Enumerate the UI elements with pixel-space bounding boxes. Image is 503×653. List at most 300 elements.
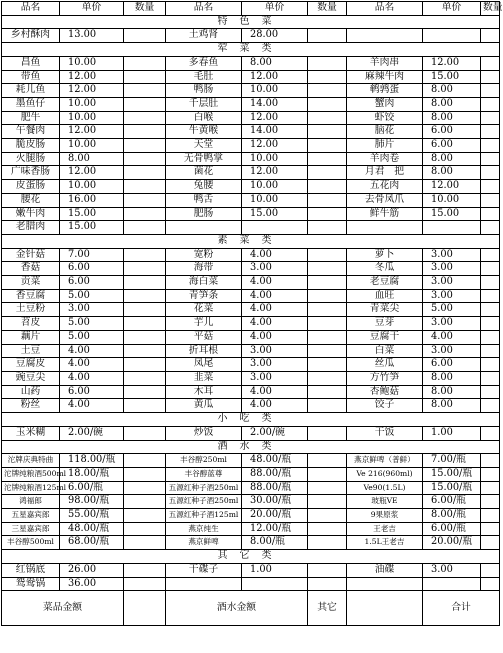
item-price: 7.00 xyxy=(60,248,124,262)
table-row xyxy=(2,317,500,331)
item-price: 30.00/瓶 xyxy=(242,495,308,509)
item-name: 青笋条 xyxy=(166,289,242,303)
item-qty xyxy=(124,207,166,221)
item-qty xyxy=(124,509,166,523)
item-price: 5.00 xyxy=(60,317,124,331)
item-qty xyxy=(124,262,166,276)
item-name: 沱牌纯粮酒125ml xyxy=(2,481,60,495)
item-price: 10.00 xyxy=(60,111,124,125)
item-price: 4.00 xyxy=(242,330,308,344)
item-price: 14.00 xyxy=(242,125,308,139)
item-price: 3.00 xyxy=(423,344,481,358)
item-name: 五源红种子酒250ml xyxy=(166,495,242,509)
item-price: 8.00 xyxy=(423,385,481,399)
item-name: 土豆 xyxy=(2,344,60,358)
item-name: 千层肚 xyxy=(166,97,242,111)
column-header: 品名 xyxy=(166,2,242,16)
item-name: 花菜 xyxy=(166,303,242,317)
item-price xyxy=(423,221,481,235)
item-price: 16.00 xyxy=(60,193,124,207)
item-qty xyxy=(124,577,166,591)
table-row xyxy=(2,495,500,509)
item-price: 4.00 xyxy=(60,358,124,372)
item-name: 丰谷醇500ml xyxy=(2,536,60,550)
item-price: 4.00 xyxy=(242,399,308,413)
item-name: 干碟子 xyxy=(166,563,242,577)
other-value xyxy=(347,591,423,626)
item-qty xyxy=(481,371,500,385)
item-price: 10.00 xyxy=(242,84,308,98)
item-name: 羊肉卷 xyxy=(347,152,423,166)
item-price: 12.00 xyxy=(242,111,308,125)
item-name: 贡菜 xyxy=(2,276,60,290)
item-name: 萝卜 xyxy=(347,248,423,262)
item-qty xyxy=(481,29,500,43)
item-price: 10.00 xyxy=(60,97,124,111)
item-name: 油碟 xyxy=(347,563,423,577)
item-name: 凤尾 xyxy=(166,358,242,372)
item-name: 皮蛋肠 xyxy=(2,180,60,194)
item-price: 3.00 xyxy=(60,303,124,317)
item-name: 鸭肠 xyxy=(166,84,242,98)
column-header: 单价 xyxy=(242,2,308,16)
item-price: 13.00 xyxy=(60,29,124,43)
item-name: 沱牌庆典特曲 xyxy=(2,454,60,468)
item-qty xyxy=(124,152,166,166)
item-price: 10.00 xyxy=(242,152,308,166)
item-qty xyxy=(124,166,166,180)
item-name: 蟹肉 xyxy=(347,97,423,111)
table-row xyxy=(2,563,500,577)
item-price: 4.00 xyxy=(242,317,308,331)
item-name: 青菜尖 xyxy=(347,303,423,317)
item-qty xyxy=(308,248,347,262)
table-row xyxy=(2,385,500,399)
item-qty xyxy=(308,70,347,84)
item-qty xyxy=(124,29,166,43)
item-qty xyxy=(308,166,347,180)
item-price: 6.00 xyxy=(60,262,124,276)
item-price: 8.00 xyxy=(242,56,308,70)
item-price: 12.00 xyxy=(423,56,481,70)
section-header-row xyxy=(2,550,500,564)
item-name: 多春鱼 xyxy=(166,56,242,70)
item-qty xyxy=(124,276,166,290)
item-name: 腰花 xyxy=(2,193,60,207)
item-name: 鹌鹑蛋 xyxy=(347,84,423,98)
item-price: 3.00 xyxy=(423,289,481,303)
item-qty xyxy=(124,454,166,468)
item-qty xyxy=(124,495,166,509)
item-price: 4.00 xyxy=(60,344,124,358)
table-row xyxy=(2,97,500,111)
item-price: 6.00 xyxy=(423,139,481,153)
item-qty xyxy=(308,56,347,70)
item-price: 55.00/瓶 xyxy=(60,509,124,523)
item-price: 20.00/瓶 xyxy=(423,536,481,550)
drink-total-label: 酒水金额 xyxy=(166,591,308,626)
item-qty xyxy=(124,330,166,344)
item-price xyxy=(423,29,481,43)
section-title: 其它类 xyxy=(2,550,500,564)
item-price: 26.00 xyxy=(60,563,124,577)
section-title: 酒水类 xyxy=(2,440,500,454)
item-qty xyxy=(308,454,347,468)
item-qty xyxy=(124,193,166,207)
item-qty xyxy=(481,317,500,331)
item-name: 火腿肠 xyxy=(2,152,60,166)
section-header-row xyxy=(2,43,500,57)
item-qty xyxy=(124,56,166,70)
item-name: 折耳根 xyxy=(166,344,242,358)
item-qty xyxy=(481,536,500,550)
item-qty xyxy=(481,426,500,440)
item-qty xyxy=(481,358,500,372)
item-qty xyxy=(481,481,500,495)
item-price: 3.00 xyxy=(242,262,308,276)
table-row xyxy=(2,467,500,481)
item-qty xyxy=(481,563,500,577)
item-qty xyxy=(481,221,500,235)
item-qty xyxy=(124,70,166,84)
item-price: 5.00 xyxy=(60,330,124,344)
item-name: Ve 216(960ml) xyxy=(347,467,423,481)
item-price: 3.00 xyxy=(423,563,481,577)
item-qty xyxy=(124,84,166,98)
item-qty xyxy=(308,180,347,194)
item-name: 豆腐干 xyxy=(347,330,423,344)
item-price: 12.00 xyxy=(60,70,124,84)
item-name: 芋儿 xyxy=(166,317,242,331)
item-qty xyxy=(481,276,500,290)
table-row xyxy=(2,139,500,153)
item-qty xyxy=(481,262,500,276)
item-name: 9果原浆 xyxy=(347,509,423,523)
item-qty xyxy=(481,207,500,221)
item-price: 7.00/瓶 xyxy=(423,454,481,468)
item-price: 12.00 xyxy=(60,166,124,180)
item-qty xyxy=(308,221,347,235)
item-qty xyxy=(124,371,166,385)
item-name: 羊肉串 xyxy=(347,56,423,70)
item-qty xyxy=(124,385,166,399)
item-name: 海白菜 xyxy=(166,276,242,290)
item-price: 3.00 xyxy=(423,317,481,331)
section-title: 特色菜 xyxy=(2,15,500,29)
item-price: 12.00 xyxy=(242,139,308,153)
item-name xyxy=(166,221,242,235)
item-name: 肥肠 xyxy=(166,207,242,221)
item-qty xyxy=(124,481,166,495)
item-qty xyxy=(124,536,166,550)
item-name: 1.5L王老吉 xyxy=(347,536,423,550)
item-name: 肥牛 xyxy=(2,111,60,125)
item-qty xyxy=(124,317,166,331)
item-qty xyxy=(308,289,347,303)
item-qty xyxy=(481,248,500,262)
item-price: 4.00 xyxy=(242,385,308,399)
item-price: 18.00/瓶 xyxy=(60,467,124,481)
item-qty xyxy=(124,139,166,153)
item-price: 28.00 xyxy=(242,29,308,43)
item-qty xyxy=(124,399,166,413)
table-row xyxy=(2,125,500,139)
item-price: 8.00 xyxy=(423,166,481,180)
item-qty xyxy=(124,522,166,536)
item-qty xyxy=(481,495,500,509)
item-name: 木耳 xyxy=(166,385,242,399)
item-name: 豌豆尖 xyxy=(2,371,60,385)
table-row xyxy=(2,303,500,317)
table-row xyxy=(2,344,500,358)
item-name: 五源红种子酒125ml xyxy=(166,509,242,523)
column-header: 数量 xyxy=(124,2,166,16)
item-name: 土豆粉 xyxy=(2,303,60,317)
item-price: 20.00/瓶 xyxy=(242,509,308,523)
item-name: 燕京纯生 xyxy=(166,522,242,536)
item-price: 15.00/瓶 xyxy=(423,467,481,481)
item-name: 炒饭 xyxy=(166,426,242,440)
header-row xyxy=(2,2,500,16)
item-qty xyxy=(308,139,347,153)
item-qty xyxy=(124,248,166,262)
item-qty xyxy=(481,467,500,481)
item-price: 12.00 xyxy=(423,180,481,194)
table-row xyxy=(2,426,500,440)
item-price: 1.00 xyxy=(423,426,481,440)
item-name: 菌花 xyxy=(166,166,242,180)
dish-total-value xyxy=(124,591,166,626)
item-price: 6.00 xyxy=(423,358,481,372)
item-name: 玉米糊 xyxy=(2,426,60,440)
column-header: 品名 xyxy=(347,2,423,16)
item-name: 干饭 xyxy=(347,426,423,440)
table-row xyxy=(2,193,500,207)
item-price: 8.00/瓶 xyxy=(242,536,308,550)
item-price: 8.00 xyxy=(423,111,481,125)
item-name: 老豆腐 xyxy=(347,276,423,290)
table-row xyxy=(2,536,500,550)
item-name: 方竹笋 xyxy=(347,371,423,385)
item-price: 6.00/瓶 xyxy=(60,481,124,495)
item-price: 14.00 xyxy=(242,97,308,111)
item-qty xyxy=(481,180,500,194)
item-qty xyxy=(124,221,166,235)
item-name: 鸿福郎 xyxy=(2,495,60,509)
item-price: 15.00 xyxy=(423,207,481,221)
item-price: 8.00 xyxy=(60,152,124,166)
item-name: 老腊肉 xyxy=(2,221,60,235)
table-row xyxy=(2,111,500,125)
item-name xyxy=(347,577,423,591)
item-qty xyxy=(308,467,347,481)
item-name: 饺子 xyxy=(347,399,423,413)
footer-row xyxy=(2,591,500,626)
item-qty xyxy=(308,29,347,43)
item-price: 3.00 xyxy=(242,344,308,358)
item-name: 杏鲍菇 xyxy=(347,385,423,399)
column-header: 单价 xyxy=(60,2,124,16)
item-price: 12.00 xyxy=(60,125,124,139)
item-qty xyxy=(308,152,347,166)
item-name: 耗儿鱼 xyxy=(2,84,60,98)
table-row xyxy=(2,29,500,43)
item-qty xyxy=(124,97,166,111)
item-price xyxy=(242,221,308,235)
item-price: 12.00 xyxy=(242,166,308,180)
item-qty xyxy=(308,262,347,276)
item-qty xyxy=(308,303,347,317)
item-name: 广味香肠 xyxy=(2,166,60,180)
item-qty xyxy=(481,139,500,153)
item-price: 36.00 xyxy=(60,577,124,591)
item-qty xyxy=(124,180,166,194)
item-name: 山药 xyxy=(2,385,60,399)
item-price: 4.00 xyxy=(423,330,481,344)
item-price: 4.00 xyxy=(60,399,124,413)
table-row xyxy=(2,276,500,290)
table-row xyxy=(2,56,500,70)
item-name: 香菇 xyxy=(2,262,60,276)
column-header: 单价 xyxy=(423,2,481,16)
item-qty xyxy=(308,426,347,440)
item-qty xyxy=(308,84,347,98)
table-row xyxy=(2,577,500,591)
item-price: 10.00 xyxy=(242,180,308,194)
item-name: 三星嘉宾郎 xyxy=(2,522,60,536)
item-name: 兔腰 xyxy=(166,180,242,194)
item-qty xyxy=(481,166,500,180)
item-name: 王老吉 xyxy=(347,522,423,536)
item-price: 12.00/瓶 xyxy=(242,522,308,536)
item-qty xyxy=(481,152,500,166)
item-name: 冬瓜 xyxy=(347,262,423,276)
item-price: 6.00/瓶 xyxy=(423,522,481,536)
table-row xyxy=(2,399,500,413)
item-qty xyxy=(481,303,500,317)
item-qty xyxy=(308,399,347,413)
table-row xyxy=(2,262,500,276)
table-row xyxy=(2,509,500,523)
section-title: 素菜类 xyxy=(2,234,500,248)
item-price: 5.00 xyxy=(423,303,481,317)
item-name: 香豆腐 xyxy=(2,289,60,303)
table-row xyxy=(2,289,500,303)
item-price: 15.00/瓶 xyxy=(423,481,481,495)
item-qty xyxy=(308,495,347,509)
item-price: 6.00 xyxy=(423,125,481,139)
item-name: 鲜牛筋 xyxy=(347,207,423,221)
item-qty xyxy=(481,56,500,70)
item-name: 丰谷醇250ml xyxy=(166,454,242,468)
item-name: 金针菇 xyxy=(2,248,60,262)
item-qty xyxy=(481,111,500,125)
column-header: 数量 xyxy=(308,2,347,16)
item-price: 88.00/瓶 xyxy=(242,481,308,495)
item-price: 10.00 xyxy=(60,180,124,194)
item-qty xyxy=(308,344,347,358)
item-name: 白喉 xyxy=(166,111,242,125)
item-price: 3.00 xyxy=(423,276,481,290)
item-qty xyxy=(481,330,500,344)
item-qty xyxy=(308,317,347,331)
item-name: 藕片 xyxy=(2,330,60,344)
item-qty xyxy=(124,303,166,317)
item-qty xyxy=(308,385,347,399)
item-price: 118.00/瓶 xyxy=(60,454,124,468)
item-price: 48.00/瓶 xyxy=(242,454,308,468)
item-qty xyxy=(481,509,500,523)
item-name: 平菇 xyxy=(166,330,242,344)
column-header: 品名 xyxy=(2,2,60,16)
item-qty xyxy=(124,467,166,481)
item-name: 丝瓜 xyxy=(347,358,423,372)
item-name: 午餐肉 xyxy=(2,125,60,139)
item-qty xyxy=(308,577,347,591)
item-name: 五源红种子酒250ml xyxy=(166,481,242,495)
item-qty xyxy=(481,454,500,468)
table-row xyxy=(2,70,500,84)
item-qty xyxy=(481,289,500,303)
item-qty xyxy=(308,522,347,536)
item-name xyxy=(347,29,423,43)
item-qty xyxy=(481,522,500,536)
item-name: 丰谷醇蓝尊 xyxy=(166,467,242,481)
item-price: 3.00 xyxy=(242,371,308,385)
section-title: 小吃类 xyxy=(2,413,500,427)
item-price: 12.00 xyxy=(242,70,308,84)
item-price: 4.00 xyxy=(242,276,308,290)
item-price: 3.00 xyxy=(423,248,481,262)
item-price: 8.00 xyxy=(423,152,481,166)
item-price: 68.00/瓶 xyxy=(60,536,124,550)
item-qty xyxy=(124,344,166,358)
item-name: 脆皮肠 xyxy=(2,139,60,153)
item-qty xyxy=(481,97,500,111)
item-price: 6.00/瓶 xyxy=(423,495,481,509)
item-name: 燕京鲜啤（普鲜） xyxy=(347,454,423,468)
item-name: 月君 把 xyxy=(347,166,423,180)
item-price: 48.00/瓶 xyxy=(60,522,124,536)
item-qty xyxy=(481,577,500,591)
item-name: 韭菜 xyxy=(166,371,242,385)
item-qty xyxy=(124,125,166,139)
item-price: 15.00 xyxy=(242,207,308,221)
item-name: 去骨凤爪 xyxy=(347,193,423,207)
item-price: 6.00 xyxy=(60,385,124,399)
item-name: 五花肉 xyxy=(347,180,423,194)
item-price: 88.00/瓶 xyxy=(242,467,308,481)
table-row xyxy=(2,454,500,468)
item-name: 麻辣牛肉 xyxy=(347,70,423,84)
section-header-row xyxy=(2,234,500,248)
table-row xyxy=(2,358,500,372)
section-header-row xyxy=(2,15,500,29)
item-qty xyxy=(308,330,347,344)
item-price: 5.00 xyxy=(60,289,124,303)
item-price: 8.00 xyxy=(423,84,481,98)
item-qty xyxy=(308,358,347,372)
item-name: 苕皮 xyxy=(2,317,60,331)
item-price: 8.00 xyxy=(423,97,481,111)
item-price: 4.00 xyxy=(242,289,308,303)
item-qty xyxy=(308,563,347,577)
item-qty xyxy=(308,536,347,550)
item-price: 3.00 xyxy=(242,358,308,372)
table-row xyxy=(2,207,500,221)
item-price: 1.00 xyxy=(242,563,308,577)
item-name: 五星嘉宾郎 xyxy=(2,509,60,523)
